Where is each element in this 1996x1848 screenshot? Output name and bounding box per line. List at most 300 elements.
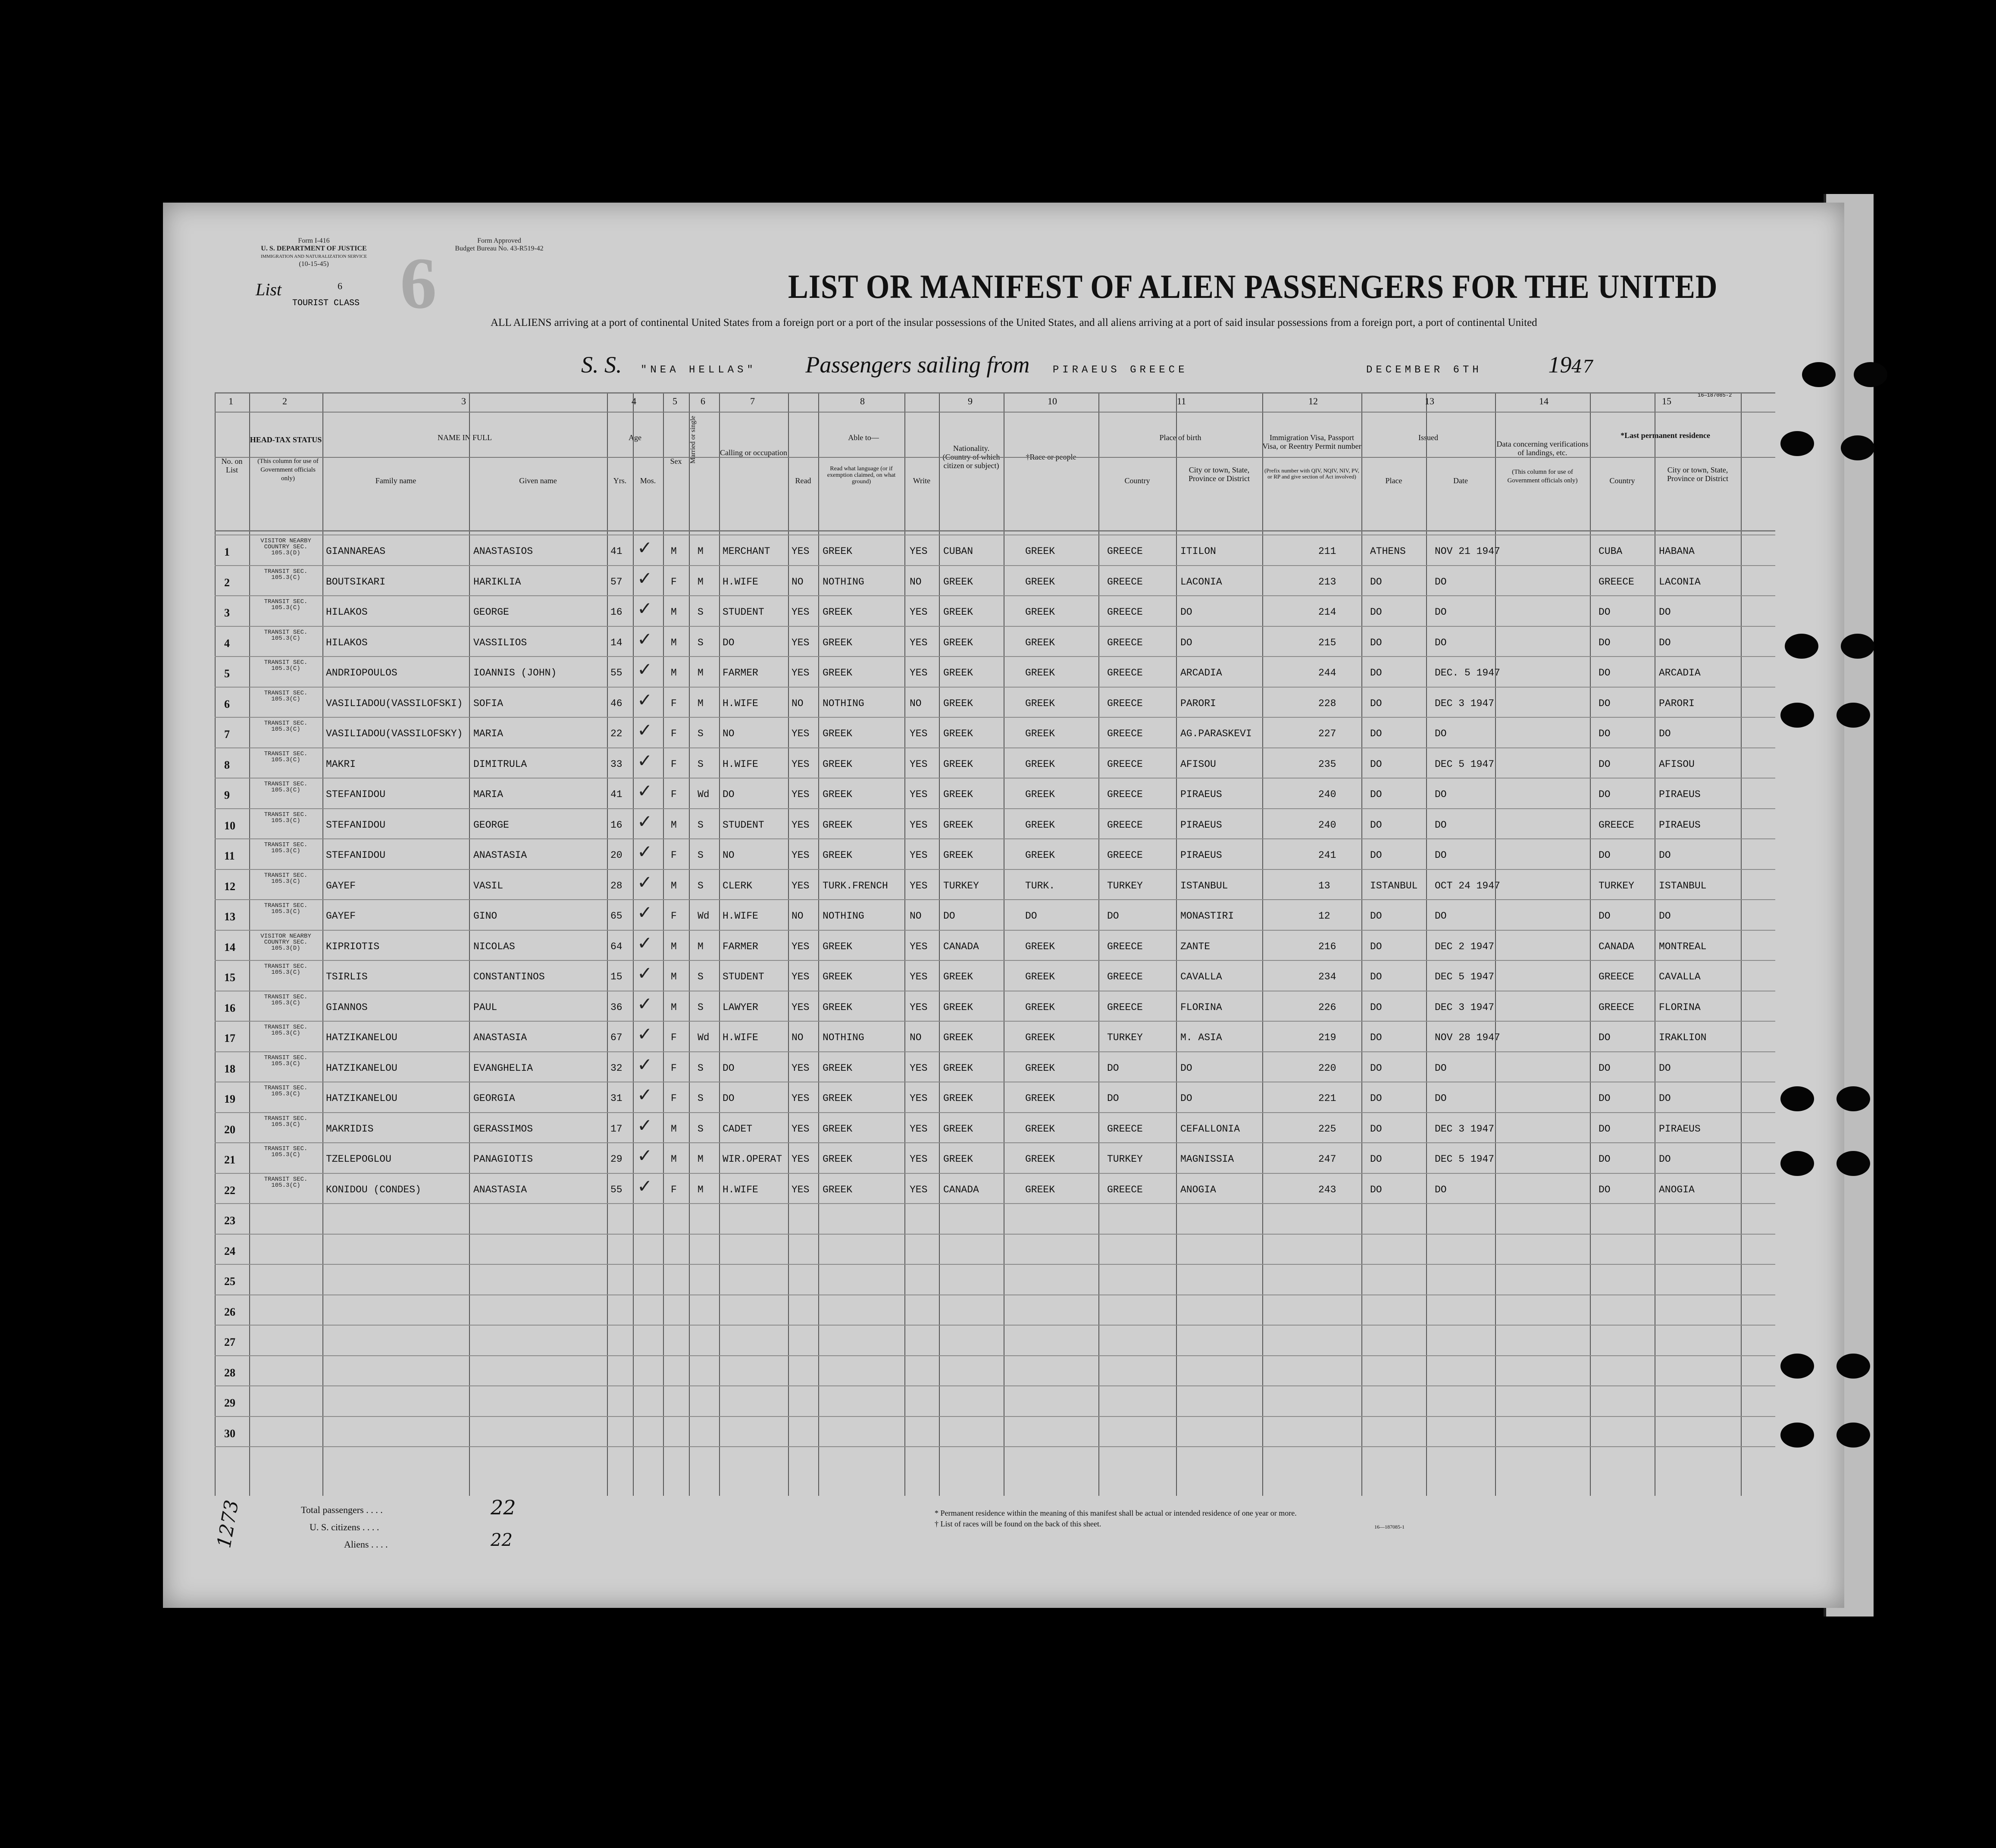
check-mark-icon: ✓: [637, 1175, 653, 1197]
cell-race: GREEK: [1025, 607, 1055, 618]
cell-sex: F: [671, 789, 677, 800]
head-tax-stamp: TRANSIT SEC. 105.3(C): [264, 750, 308, 763]
table-row: [215, 991, 1741, 1021]
cell-sex: M: [671, 667, 677, 679]
cell-race: GREEK: [1025, 758, 1055, 770]
table-row: [215, 717, 1741, 747]
cell-write: YES: [910, 728, 928, 739]
punch-hole: [1836, 703, 1870, 728]
hdr-no-on-list: No. on List: [221, 457, 243, 474]
cell-issued-place: DO: [1370, 819, 1382, 831]
total-label-text: Total passengers: [301, 1504, 364, 1515]
cell-age-years: 64: [610, 941, 623, 952]
cell-read: YES: [792, 1154, 810, 1165]
cell-sex: M: [671, 819, 677, 831]
check-mark-icon: ✓: [637, 780, 653, 801]
cell-occupation: FARMER: [723, 667, 758, 679]
row-number: 18: [224, 1062, 235, 1075]
cell-residence-city: ISTANBUL: [1659, 880, 1707, 891]
cell-nationality: GREEK: [943, 819, 973, 831]
cell-residence-country: DO: [1599, 697, 1611, 709]
cell-birth-country: GREECE: [1107, 546, 1143, 557]
hdr-write: Write: [913, 476, 931, 485]
head-tax-stamp: TRANSIT SEC. 105.3(C): [264, 720, 308, 733]
table-row: [215, 595, 1741, 626]
cell-marital: S: [698, 1062, 704, 1074]
column-number: 3: [461, 396, 466, 406]
head-tax-stamp: TRANSIT SEC. 105.3(C): [264, 841, 308, 854]
empty-row-number: 30: [224, 1427, 235, 1440]
cell-read: YES: [792, 819, 810, 831]
cell-visa-number: 221: [1318, 1093, 1336, 1104]
row-number: 7: [224, 728, 230, 741]
column-number: 7: [750, 396, 755, 406]
ship-line: [581, 351, 1593, 378]
cell-age-years: 28: [610, 880, 623, 891]
cell-residence-city: DO: [1659, 1154, 1671, 1165]
cell-given-name: ANASTASIA: [473, 1184, 527, 1195]
cell-occupation: CLERK: [723, 880, 753, 891]
cell-marital: M: [698, 1154, 704, 1165]
hdr-last-residence: *Last permanent residence: [1621, 431, 1710, 440]
check-mark-icon: ✓: [637, 871, 653, 893]
cell-nationality: GREEK: [943, 697, 973, 709]
hdr-able-to: Able to—: [848, 433, 879, 442]
cell-language: GREEK: [823, 728, 853, 739]
cell-family-name: STEFANIDOU: [326, 789, 386, 800]
cell-issued-date: DEC 2 1947: [1435, 941, 1495, 952]
cell-write: YES: [910, 850, 928, 861]
cell-age-years: 41: [610, 546, 623, 557]
cell-family-name: GAYEF: [326, 910, 356, 922]
cell-write: YES: [910, 1184, 928, 1195]
cell-visa-number: 13: [1318, 880, 1330, 891]
cell-occupation: H.WIFE: [723, 758, 758, 770]
row-number: 12: [224, 880, 235, 893]
cell-visa-number: 226: [1318, 1001, 1336, 1013]
cell-residence-country: DO: [1599, 1093, 1611, 1104]
cell-age-years: 41: [610, 789, 623, 800]
cell-issued-date: DO: [1435, 576, 1447, 588]
cell-residence-city: PIRAEUS: [1659, 819, 1701, 831]
corner-code: 16—187085-2: [1698, 392, 1732, 398]
cell-issued-place: DO: [1370, 1001, 1382, 1013]
head-tax-stamp: TRANSIT SEC. 105.3(C): [264, 598, 308, 611]
cell-visa-number: 213: [1318, 576, 1336, 588]
cell-age-years: 15: [610, 971, 623, 982]
cell-occupation: MERCHANT: [723, 546, 770, 557]
aliens-value: 22: [491, 1530, 513, 1550]
cell-birth-country: GREECE: [1107, 819, 1143, 831]
cell-birth-city: FLORINA: [1180, 1001, 1222, 1013]
check-mark-icon: ✓: [637, 1054, 653, 1075]
cell-sex: F: [671, 1062, 677, 1074]
cell-occupation: FARMER: [723, 941, 758, 952]
cell-occupation: H.WIFE: [723, 697, 758, 709]
punch-hole: [1785, 634, 1818, 659]
approved: Form Approved: [477, 237, 521, 244]
footnote-residence: * Permanent residence within the meaning of this manifest shall be actual or intended residence of one year or more.: [935, 1509, 1297, 1517]
cell-sex: M: [671, 1154, 677, 1165]
port: PIRAEUS GREECE: [1052, 364, 1188, 376]
hdr-read: Read: [795, 476, 811, 485]
cell-birth-city: ANOGIA: [1180, 1184, 1216, 1195]
cell-age-years: 32: [610, 1062, 623, 1074]
head-tax-stamp: VISITOR NEARBY COUNTRY SEC. 105.3(D): [260, 932, 311, 952]
cell-family-name: TSIRLIS: [326, 971, 368, 982]
cell-issued-date: NOV 28 1947: [1435, 1032, 1500, 1043]
cell-race: GREEK: [1025, 728, 1055, 739]
cell-race: GREEK: [1025, 667, 1055, 679]
form-id: Form I-416: [298, 237, 330, 244]
cell-residence-city: AFISOU: [1659, 758, 1695, 770]
table-row: [215, 1051, 1741, 1082]
cell-issued-place: DO: [1370, 1093, 1382, 1104]
cell-residence-city: HABANA: [1659, 546, 1695, 557]
cell-issued-date: DO: [1435, 1184, 1447, 1195]
cell-occupation: LAWYER: [723, 1001, 758, 1013]
cell-age-years: 65: [610, 910, 623, 922]
cell-residence-country: DO: [1599, 1154, 1611, 1165]
cell-birth-city: PIRAEUS: [1180, 789, 1222, 800]
cell-residence-country: DO: [1599, 1032, 1611, 1043]
check-mark-icon: ✓: [637, 1023, 653, 1044]
cell-residence-country: CUBA: [1599, 546, 1623, 557]
row-number: 15: [224, 971, 235, 984]
cell-write: YES: [910, 1062, 928, 1074]
cell-nationality: DO: [943, 910, 955, 922]
us-citizens-label: U. S. citizens . . . .: [310, 1522, 379, 1532]
cell-read: YES: [792, 1123, 810, 1135]
cell-write: YES: [910, 880, 928, 891]
cell-issued-place: DO: [1370, 850, 1382, 861]
cell-birth-city: M. ASIA: [1180, 1032, 1222, 1043]
cell-birth-country: TURKEY: [1107, 880, 1143, 891]
cell-language: NOTHING: [823, 1032, 864, 1043]
ship-name: "NEA HELLAS": [641, 364, 757, 376]
cell-issued-place: DO: [1370, 1032, 1382, 1043]
cell-occupation: CADET: [723, 1123, 753, 1135]
cell-birth-country: DO: [1107, 910, 1119, 922]
punch-hole: [1854, 362, 1887, 387]
cell-birth-country: GREECE: [1107, 697, 1143, 709]
cell-birth-country: GREECE: [1107, 1001, 1143, 1013]
cell-nationality: GREEK: [943, 1001, 973, 1013]
cell-family-name: HATZIKANELOU: [326, 1032, 397, 1043]
punch-hole: [1836, 1151, 1870, 1176]
cell-given-name: EVANGHELIA: [473, 1062, 533, 1074]
punch-hole: [1780, 431, 1814, 456]
cell-race: GREEK: [1025, 1032, 1055, 1043]
cell-language: NOTHING: [823, 576, 864, 588]
check-mark-icon: ✓: [637, 719, 653, 741]
cell-sex: F: [671, 1032, 677, 1043]
cell-read: YES: [792, 789, 810, 800]
punch-hole: [1780, 1151, 1814, 1176]
cell-visa-number: 214: [1318, 607, 1336, 618]
row-line: [215, 1385, 1775, 1386]
cell-residence-city: ANOGIA: [1659, 1184, 1695, 1195]
cell-read: YES: [792, 728, 810, 739]
cell-occupation: DO: [723, 637, 735, 648]
cell-issued-date: NOV 21 1947: [1435, 546, 1500, 557]
cell-read: YES: [792, 1184, 810, 1195]
cell-nationality: GREEK: [943, 1154, 973, 1165]
cell-marital: Wd: [698, 789, 710, 800]
cell-given-name: ANASTASIOS: [473, 546, 533, 557]
cell-birth-city: MAGNISSIA: [1180, 1154, 1234, 1165]
cell-visa-number: 247: [1318, 1154, 1336, 1165]
cell-age-years: 46: [610, 697, 623, 709]
cell-marital: Wd: [698, 1032, 710, 1043]
row-line: [215, 1234, 1775, 1235]
cell-given-name: SOFIA: [473, 697, 504, 709]
cell-race: GREEK: [1025, 971, 1055, 982]
cell-issued-place: DO: [1370, 1154, 1382, 1165]
cell-age-years: 55: [610, 1184, 623, 1195]
cell-residence-city: MONTREAL: [1659, 941, 1707, 952]
cell-birth-country: GREECE: [1107, 941, 1143, 952]
hdr-yrs: Yrs.: [613, 476, 627, 485]
service: IMMIGRATION AND NATURALIZATION SERVICE: [260, 254, 367, 259]
cell-issued-place: ATHENS: [1370, 546, 1406, 557]
column-number: 2: [282, 396, 287, 406]
cell-read: YES: [792, 941, 810, 952]
cell-issued-place: DO: [1370, 941, 1382, 952]
cell-nationality: GREEK: [943, 1062, 973, 1074]
cell-marital: S: [698, 637, 704, 648]
ss-label: S. S.: [581, 352, 622, 378]
cell-read: NO: [792, 1032, 804, 1043]
head-tax-stamp: TRANSIT SEC. 105.3(C): [264, 1115, 308, 1128]
cell-read: YES: [792, 637, 810, 648]
cell-visa-number: 211: [1318, 546, 1336, 557]
cell-residence-country: GREECE: [1599, 971, 1634, 982]
row-number: 4: [224, 637, 230, 650]
hdr-issued-date: Date: [1453, 476, 1468, 485]
cell-sex: M: [671, 1001, 677, 1013]
cell-sex: F: [671, 910, 677, 922]
cell-visa-number: 234: [1318, 971, 1336, 982]
cell-nationality: GREEK: [943, 758, 973, 770]
grid-hline: [215, 412, 1775, 413]
cell-nationality: GREEK: [943, 789, 973, 800]
cell-residence-city: DO: [1659, 637, 1671, 648]
column-number: 14: [1539, 396, 1549, 406]
cell-residence-country: DO: [1599, 637, 1611, 648]
grid-hline: [215, 530, 1775, 532]
cell-marital: M: [698, 941, 704, 952]
cell-language: NOTHING: [823, 910, 864, 922]
cell-issued-place: DO: [1370, 607, 1382, 618]
cell-language: GREEK: [823, 971, 853, 982]
table-row: [215, 565, 1741, 596]
row-number: 22: [224, 1184, 235, 1197]
head-tax-stamp: TRANSIT SEC. 105.3(C): [264, 1145, 308, 1158]
list-label: [256, 279, 342, 300]
manifest-table: [215, 392, 1775, 1496]
cell-birth-country: TURKEY: [1107, 1032, 1143, 1043]
head-tax-stamp: TRANSIT SEC. 105.3(C): [264, 659, 308, 672]
cell-birth-city: AG.PARASKEVI: [1180, 728, 1252, 739]
cell-visa-number: 243: [1318, 1184, 1336, 1195]
cell-occupation: H.WIFE: [723, 910, 758, 922]
margin-note: 1273: [213, 1498, 243, 1550]
grid-vline: [1741, 392, 1742, 1496]
cell-marital: M: [698, 667, 704, 679]
table-row: [215, 1142, 1741, 1173]
cell-language: GREEK: [823, 789, 853, 800]
hdr-res-city: City or town, State, Province or District: [1667, 466, 1728, 483]
cell-residence-country: DO: [1599, 1184, 1611, 1195]
punch-hole: [1836, 1354, 1870, 1379]
cell-age-years: 31: [610, 1093, 623, 1104]
cell-birth-country: GREECE: [1107, 1184, 1143, 1195]
cell-family-name: STEFANIDOU: [326, 850, 386, 861]
cell-language: GREEK: [823, 941, 853, 952]
cell-race: GREEK: [1025, 941, 1055, 952]
head-tax-stamp: TRANSIT SEC. 105.3(C): [264, 629, 308, 642]
cell-residence-city: FLORINA: [1659, 1001, 1701, 1013]
row-line: [215, 1446, 1775, 1447]
cell-issued-date: DEC 3 1947: [1435, 1123, 1495, 1135]
cell-residence-country: DO: [1599, 728, 1611, 739]
check-mark-icon: ✓: [637, 932, 653, 954]
row-number: 13: [224, 910, 235, 923]
cell-residence-country: TURKEY: [1599, 880, 1634, 891]
cell-occupation: DO: [723, 1062, 735, 1074]
footnote-races: † List of races will be found on the back of this sheet.: [935, 1520, 1101, 1528]
hdr-country: Country: [1124, 476, 1150, 485]
cell-issued-place: DO: [1370, 697, 1382, 709]
cell-sex: M: [671, 637, 677, 648]
cell-sex: M: [671, 1123, 677, 1135]
cell-race: GREEK: [1025, 1001, 1055, 1013]
cell-issued-place: DO: [1370, 1123, 1382, 1135]
row-line: [215, 1264, 1775, 1265]
cell-write: YES: [910, 819, 928, 831]
cell-given-name: GEORGE: [473, 819, 509, 831]
cell-birth-city: ARCADIA: [1180, 667, 1222, 679]
cell-visa-number: 241: [1318, 850, 1336, 861]
cell-issued-place: DO: [1370, 758, 1382, 770]
empty-row-number: 26: [224, 1305, 235, 1318]
cell-age-years: 33: [610, 758, 623, 770]
cell-visa-number: 225: [1318, 1123, 1336, 1135]
cell-issued-date: DO: [1435, 1062, 1447, 1074]
cell-family-name: VASILIADOU(VASSILOFSKI): [326, 697, 463, 709]
cell-read: YES: [792, 1093, 810, 1104]
cell-write: YES: [910, 941, 928, 952]
cell-language: GREEK: [823, 758, 853, 770]
column-number: 9: [968, 396, 973, 406]
cell-language: NOTHING: [823, 697, 864, 709]
cell-issued-date: DO: [1435, 607, 1447, 618]
class-label: TOURIST CLASS: [292, 298, 360, 308]
table-row: [215, 535, 1741, 565]
cell-sex: M: [671, 941, 677, 952]
cell-sex: M: [671, 546, 677, 557]
column-number: 12: [1308, 396, 1318, 406]
cell-given-name: ANASTASIA: [473, 850, 527, 861]
column-number: 13: [1425, 396, 1434, 406]
cell-given-name: VASSILIOS: [473, 637, 527, 648]
head-tax-stamp: TRANSIT SEC. 105.3(C): [264, 963, 308, 976]
cell-given-name: VASIL: [473, 880, 504, 891]
cell-family-name: BOUTSIKARI: [326, 576, 386, 588]
cell-birth-city: CEFALLONIA: [1180, 1123, 1240, 1135]
cell-nationality: GREEK: [943, 728, 973, 739]
sailing-label: Passengers sailing from: [805, 352, 1030, 378]
check-mark-icon: ✓: [637, 537, 653, 558]
cell-visa-number: 220: [1318, 1062, 1336, 1074]
cell-family-name: KONIDOU (CONDES): [326, 1184, 421, 1195]
cell-language: GREEK: [823, 1062, 853, 1074]
cell-visa-number: 235: [1318, 758, 1336, 770]
cell-age-years: 57: [610, 576, 623, 588]
empty-row-number: 24: [224, 1245, 235, 1257]
cell-given-name: MARIA: [473, 789, 504, 800]
cell-given-name: GERASSIMOS: [473, 1123, 533, 1135]
cell-visa-number: 228: [1318, 697, 1336, 709]
hdr-head-tax: HEAD-TAX STATUS: [250, 435, 322, 444]
cell-visa-number: 227: [1318, 728, 1336, 739]
cell-issued-place: DO: [1370, 971, 1382, 982]
cell-language: GREEK: [823, 1184, 853, 1195]
dept: U. S. DEPARTMENT OF JUSTICE: [261, 245, 367, 252]
year-prefix: 19: [1548, 352, 1572, 378]
cell-write: YES: [910, 758, 928, 770]
cell-family-name: HILAKOS: [326, 637, 368, 648]
row-number: 17: [224, 1032, 235, 1044]
list-number: 6: [338, 280, 343, 291]
hdr-res-country: Country: [1609, 476, 1635, 485]
cell-issued-place: DO: [1370, 667, 1382, 679]
cell-residence-country: DO: [1599, 789, 1611, 800]
cell-occupation: H.WIFE: [723, 1184, 758, 1195]
check-mark-icon: ✓: [637, 1084, 653, 1105]
cell-write: NO: [910, 910, 922, 922]
cell-occupation: STUDENT: [723, 607, 764, 618]
cell-read: YES: [792, 607, 810, 618]
cell-birth-city: ISTANBUL: [1180, 880, 1228, 891]
cell-residence-city: DO: [1659, 850, 1671, 861]
page-title: LIST OR MANIFEST OF ALIEN PASSENGERS FOR THE UNITED: [788, 268, 1718, 305]
cell-visa-number: 240: [1318, 819, 1336, 831]
table-row: [215, 899, 1741, 930]
cell-age-years: 14: [610, 637, 623, 648]
hdr-mos: Mos.: [640, 476, 656, 485]
cell-race: DO: [1025, 910, 1037, 922]
cell-birth-city: PIRAEUS: [1180, 850, 1222, 861]
hdr-given-name: Given name: [519, 476, 557, 485]
cell-write: YES: [910, 1001, 928, 1013]
total-passengers-label: Total passengers . . . .: [301, 1504, 383, 1515]
cell-nationality: CANADA: [943, 1184, 979, 1195]
subtitle: ALL ALIENS arriving at a port of continental United States from a foreign port or a port of the insular possessions of the United States, and all aliens arriving at a port of said insular possessions from a foreign port, a port of continental United: [491, 317, 1537, 328]
column-number: 5: [673, 396, 677, 406]
hdr-issued-place: Place: [1385, 476, 1402, 485]
cell-language: GREEK: [823, 1154, 853, 1165]
row-number: 10: [224, 819, 235, 832]
column-number: 6: [701, 396, 705, 406]
hdr-race: †Race or people: [1026, 453, 1076, 461]
cell-birth-country: DO: [1107, 1093, 1119, 1104]
cell-write: YES: [910, 1123, 928, 1135]
row-number: 19: [224, 1093, 235, 1105]
head-tax-stamp: VISITOR NEARBY COUNTRY SEC. 105.3(D): [260, 538, 311, 557]
cell-birth-country: GREECE: [1107, 728, 1143, 739]
